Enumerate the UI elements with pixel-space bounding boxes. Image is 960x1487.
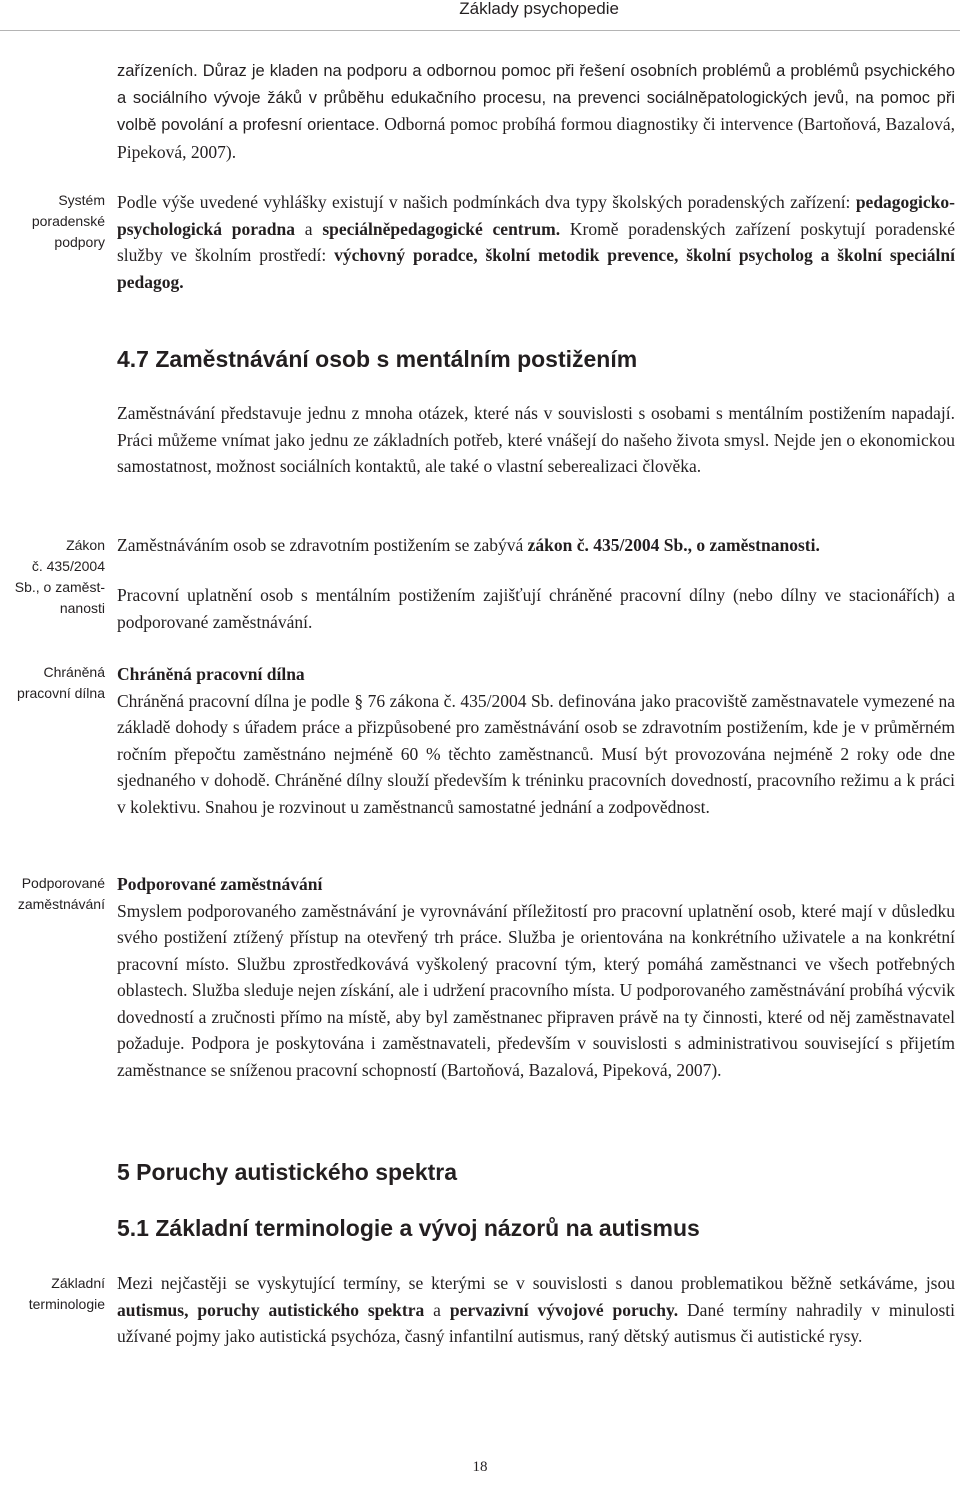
subsection-title: Podporované zaměstnávání	[117, 874, 323, 894]
text: Chráněná pracovní dílna je podle § 76 zákona č. 435/2004 Sb. definována jako pracoviště zaměstnavatele vymezené na základě dohody s úřadem práce a přizpůsobené pro zaměstnávání osob se zdravotním postižením, kde je v průměrném ročním přepočtu zaměstnáno nejméně 60 % těchto zaměstnanců. Musí být provozována nejméně 2 roky ode dne sjednaného v dohodě. Chráněné dílny slouží především k tréninku pracovních dovedností, pracovního režimu a k práci v kolektivu. Snahou je rozvinout u zaměstnanců samostatné jednání a zodpovědnost.	[117, 690, 955, 817]
margin-note-podporovane	[0, 873, 105, 915]
margin-note-line: Sb., o zaměst-	[14, 579, 105, 595]
text: Zaměstnáváním osob se zdravotním postižením se zabývá	[117, 535, 528, 555]
text: a	[295, 218, 323, 239]
page-number: 18	[472, 1459, 488, 1475]
margin-note-line: nanosti	[59, 600, 105, 616]
section-heading-4-7: 4.7 Zaměstnávání osob s mentálním postižením	[117, 346, 638, 372]
intro-text: zařízeních. Důraz je kladen na podporu a odbornou pomoc při řešení osobních problémů a problémů psychického a sociálního vývoje žáků v průběhu edukačního procesu, na prevenci sociálněpatologických jevů, na pomoc při volbě povolání a profesní orientace.	[117, 62, 955, 134]
margin-note-line: Chráněná	[43, 664, 105, 680]
margin-note-line: Systém	[58, 192, 105, 208]
margin-note-line: zaměstnávání	[17, 896, 105, 912]
zakon-paragraph	[117, 532, 955, 559]
margin-note-line: Zákon	[66, 537, 105, 553]
margin-note-zakon	[0, 535, 105, 619]
text: Smyslem podporovaného zaměstnávání je vyrovnávání příležitostí pro pracovní uplatnění osob, které mají v důsledku svého postižení ztížený přístup na otevřený trh práce. Služba je orientována na konkrétního uživatele a na konkrétní pracovní místo. Službu zprostředkovává vyškolený pracovní tým, který pomáhá zaměstnanci ve všech potřebných oblastech. Služba sleduje nejen získání, ale i udržení pracovního místa. U podporovaného zaměstnávání probíhá výcvik dovedností a zručnosti přímo na místě, aby byl zaměstnanec připraven právě na ty činnosti, které od něj zaměstnavatel požaduje. Podpora je poskytována i zaměstnavateli, především v souvislosti s administrativou související s přijetím zaměstnance se sníženou pracovní schopností (Bartoňová, Bazalová, Pipeková, 2007).	[117, 900, 955, 1080]
margin-note-line: pracovní dílna	[17, 685, 105, 701]
section-heading-5-1: 5.1 Základní terminologie a vývoj názorů na autismus	[117, 1215, 700, 1241]
section-4-7-paragraph: Zaměstnávání představuje jednu z mnoha otázek, které nás v souvislosti s osobami s mentálním postižením napadají. Práci můžeme vnímat jako jednu ze základních potřeb, které vnášejí do našeho života smysl. Nejde jen o ekonomickou samostatnost, možnost sociálních kontaktů, ale také o vlastní seberealizaci člověka.	[117, 403, 955, 476]
uplatneni-paragraph: Pracovní uplatnění osob s mentálním postižením zajišťují chráněné pracovní dílny (nebo dílny ve stacionářích) a podporované zaměstnávání.	[117, 585, 955, 632]
margin-note-line: poradenské	[31, 213, 105, 229]
margin-note-line: podpory	[54, 234, 105, 250]
bold-term: speciálněpedagogické centrum.	[322, 218, 561, 239]
intro-text-rest: Odborná pomoc probíhá formou diagnostiky či intervence (Bartoňová, Bazalová, Pipeková, 2007).	[117, 114, 955, 162]
margin-note-line: Základní	[51, 1275, 105, 1291]
margin-note-line: terminologie	[28, 1296, 105, 1312]
intro-paragraph	[117, 58, 955, 166]
margin-note-line: Podporované	[21, 875, 105, 891]
text: Kromě poradenských zařízení poskytují poradenské služby ve školním prostředí:	[117, 218, 955, 265]
margin-note-system	[0, 190, 105, 253]
chapter-heading-5: 5 Poruchy autistického spektra	[117, 1159, 458, 1185]
bold-term: zákon č. 435/2004 Sb., o zaměstnanosti.	[527, 535, 820, 555]
bold-term: pedagogicko-psychologická poradna	[117, 192, 955, 239]
chranena-paragraph	[117, 661, 955, 820]
terminologie-paragraph	[117, 1270, 955, 1350]
subsection-title: Chráněná pracovní dílna	[117, 664, 305, 684]
text: Dané termíny nahradily v minulosti užívané pojmy jako autistická psychóza, časný infantilní autismus, raný dětský autismus či autistické rysy.	[117, 1299, 955, 1346]
bold-term: pervazivní vývojové poruchy.	[449, 1299, 679, 1320]
margin-note-line: č. 435/2004	[31, 558, 105, 574]
text: Podle výše uvedené vyhlášky existují v našich podmínkách dva typy školských poradenských zařízení:	[117, 192, 856, 212]
running-title: Základy psychopedie	[459, 0, 619, 18]
bold-term: výchovný poradce, školní metodik prevence, školní psycholog a školní speciální pedagog.	[117, 245, 955, 292]
text: a	[424, 1299, 450, 1320]
text: Mezi nejčastěji se vyskytující termíny, se kterými se v souvislosti s danou problematikou běžně setkáváme, jsou	[117, 1273, 955, 1293]
bold-term: autismus, poruchy autistického spektra	[117, 1299, 425, 1320]
margin-note-chranena	[0, 662, 105, 704]
system-paragraph	[117, 189, 955, 295]
podporovane-paragraph	[117, 871, 955, 1083]
margin-note-terminologie	[0, 1273, 105, 1315]
running-header	[0, 0, 960, 31]
